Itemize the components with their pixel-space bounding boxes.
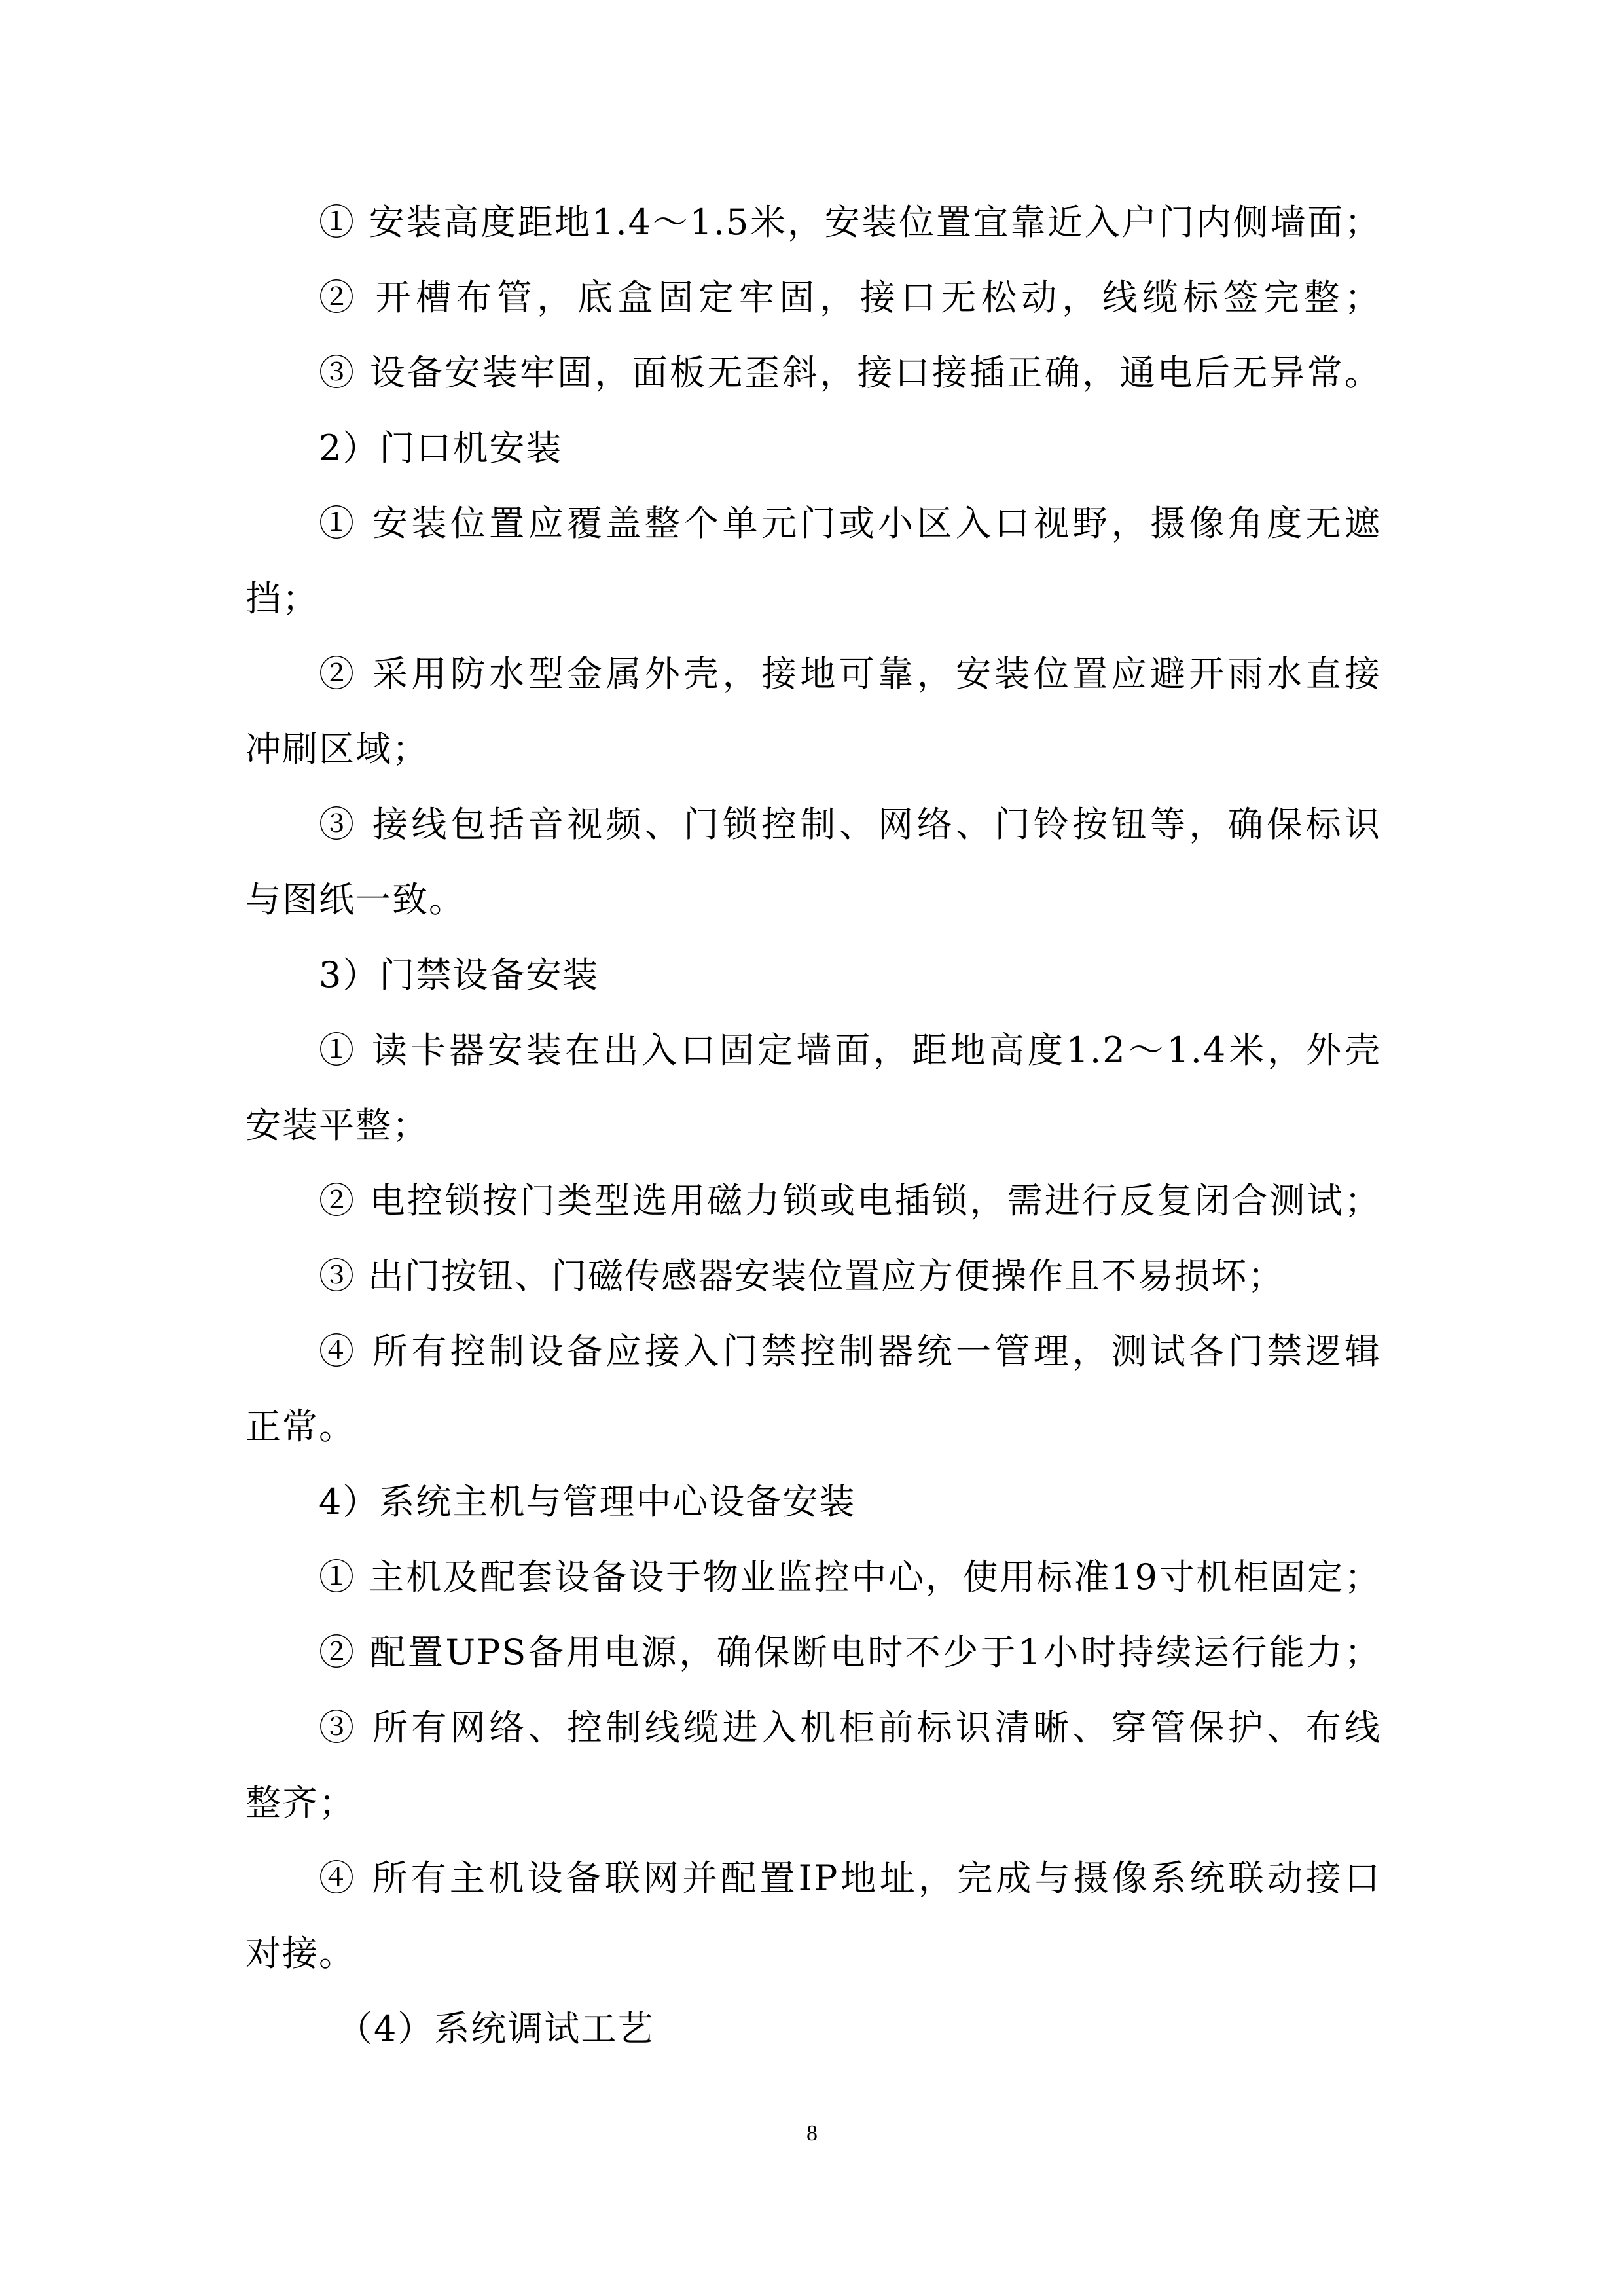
paragraph-line: ① 安装高度距地1.4～1.5米，安装位置宜靠近入户门内侧墙面； bbox=[319, 202, 1381, 243]
paragraph-line: 安装平整； bbox=[245, 1105, 429, 1146]
paragraph-line: ③ 所有网络、控制线缆进入机柜前标识清晰、穿管保护、布线 bbox=[319, 1707, 1381, 1748]
paragraph-line: ② 采用防水型金属外壳，接地可靠，安装位置应避开雨水直接 bbox=[319, 653, 1381, 694]
paragraph-line: ③ 接线包括音视频、门锁控制、网络、门铃按钮等，确保标识 bbox=[319, 804, 1381, 845]
paragraph-line: 正常。 bbox=[245, 1406, 355, 1447]
paragraph-line: ④ 所有主机设备联网并配置IP地址，完成与摄像系统联动接口 bbox=[319, 1857, 1381, 1899]
subheading: 2）门口机安装 bbox=[319, 427, 563, 469]
paragraph-line: 与图纸一致。 bbox=[245, 879, 465, 920]
paragraph-line: 整齐； bbox=[245, 1782, 355, 1823]
page-number: 8 bbox=[806, 2121, 818, 2145]
paragraph-line: 对接。 bbox=[245, 1933, 355, 1974]
paragraph-line: ① 读卡器安装在出入口固定墙面，距地高度1.2～1.4米，外壳 bbox=[319, 1030, 1381, 1071]
paragraph-line: 挡； bbox=[245, 578, 319, 619]
subheading: 4）系统主机与管理中心设备安装 bbox=[319, 1481, 856, 1522]
paragraph-line: ④ 所有控制设备应接入门禁控制器统一管理，测试各门禁逻辑 bbox=[319, 1331, 1381, 1372]
paragraph-line: 冲刷区域； bbox=[245, 728, 429, 770]
paragraph-line: ② 电控锁按门类型选用磁力锁或电插锁，需进行反复闭合测试； bbox=[319, 1180, 1381, 1221]
paragraph-line: ② 配置UPS备用电源，确保断电时不少于1小时持续运行能力； bbox=[319, 1632, 1381, 1673]
section-heading: （4）系统调试工艺 bbox=[337, 2008, 655, 2049]
paragraph-line: ③ 设备安装牢固，面板无歪斜，接口接插正确，通电后无异常。 bbox=[319, 352, 1381, 393]
paragraph-line: ③ 出门按钮、门磁传感器安装位置应方便操作且不易损坏； bbox=[319, 1255, 1285, 1297]
subheading: 3）门禁设备安装 bbox=[319, 954, 600, 996]
paragraph-line: ② 开槽布管，底盒固定牢固，接口无松动，线缆标签完整； bbox=[319, 277, 1381, 318]
paragraph-line: ① 安装位置应覆盖整个单元门或小区入口视野，摄像角度无遮 bbox=[319, 503, 1381, 544]
paragraph-line: ① 主机及配套设备设于物业监控中心，使用标准19寸机柜固定； bbox=[319, 1556, 1381, 1598]
